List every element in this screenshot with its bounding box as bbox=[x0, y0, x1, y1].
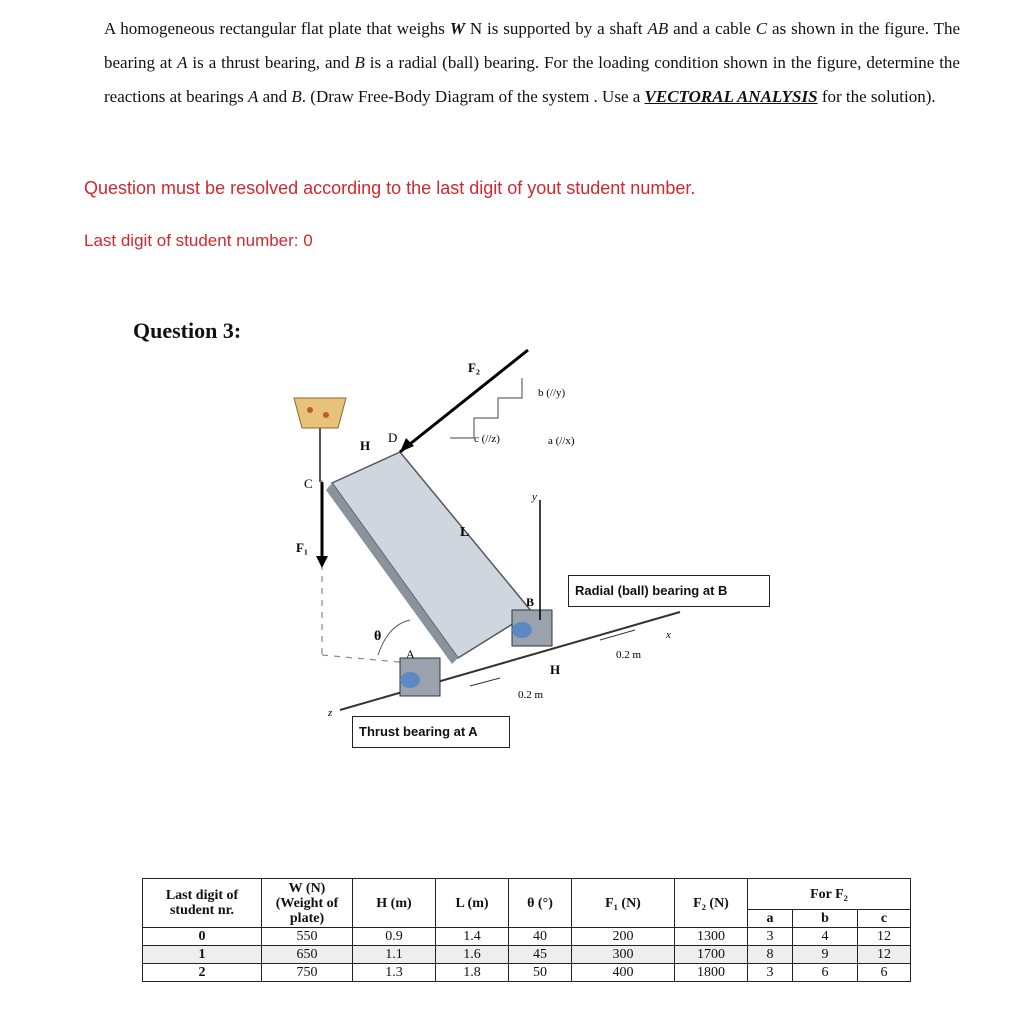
cell-h: 1.1 bbox=[353, 946, 436, 964]
cell-f2: 1800 bbox=[675, 964, 748, 982]
header-h: H (m) bbox=[353, 879, 436, 928]
table-row bbox=[143, 928, 911, 946]
header-theta: θ (°) bbox=[509, 879, 572, 928]
d-label: D bbox=[388, 430, 398, 445]
header-f1: F₁ (N) bbox=[572, 879, 675, 928]
header-f2: F₂ (N) bbox=[675, 879, 748, 928]
a-label: A bbox=[406, 647, 415, 661]
cell-h: 1.3 bbox=[353, 964, 436, 982]
cell-l: 1.4 bbox=[436, 928, 509, 946]
l-label: L bbox=[460, 525, 470, 540]
dist-label-1: 0.2 m bbox=[518, 689, 544, 701]
table-row bbox=[143, 946, 911, 964]
cell-c: 12 bbox=[858, 928, 911, 946]
cell-b: 9 bbox=[793, 946, 858, 964]
cell-l: 1.6 bbox=[436, 946, 509, 964]
header-digit: Last digit of student nr. bbox=[143, 879, 262, 928]
problem-statement: A homogeneous rectangular flat plate that weighs W N is supported by a shaft AB and a cable C as shown in the figure. The bearing at A is a thrust bearing, and B is a radial (ball) bearing. For the loading condition shown in the figure, determine the reactions at bearings A and B. (Draw Free-Body Diagram of the system . Use a VECTORAL ANALYSIS for the solution). bbox=[104, 19, 960, 106]
table-row bbox=[143, 964, 911, 982]
cell-b: 4 bbox=[793, 928, 858, 946]
cell-w: 550 bbox=[262, 928, 353, 946]
dim-arrow-2 bbox=[600, 630, 635, 640]
a-axis-label: a (//x) bbox=[548, 435, 575, 447]
dim-arrow-1 bbox=[470, 678, 500, 686]
shaft-ab bbox=[340, 612, 680, 710]
cell-h: 0.9 bbox=[353, 928, 436, 946]
anchor-dot bbox=[307, 407, 313, 413]
cell-w: 750 bbox=[262, 964, 353, 982]
ground-dashed-line bbox=[322, 655, 410, 663]
cell-b: 6 bbox=[793, 964, 858, 982]
cell-theta: 40 bbox=[509, 928, 572, 946]
vectoral-analysis-emphasis: VECTORAL ANALYSIS bbox=[644, 87, 818, 106]
f2-arrow bbox=[400, 350, 528, 452]
bearing-b-ball bbox=[512, 622, 532, 638]
c-label: C bbox=[304, 476, 313, 491]
b-label: B bbox=[526, 595, 535, 609]
header-for-f2: For F₂ bbox=[748, 879, 911, 910]
figure-svg bbox=[260, 340, 820, 760]
cell-f2: 1300 bbox=[675, 928, 748, 946]
dist-label-2: 0.2 m bbox=[616, 649, 642, 661]
cell-theta: 45 bbox=[509, 946, 572, 964]
thrust-bearing-label: Thrust bearing at A bbox=[352, 716, 510, 748]
cell-f1: 400 bbox=[572, 964, 675, 982]
h-top-label: H bbox=[360, 438, 371, 453]
cell-w: 650 bbox=[262, 946, 353, 964]
y-label: y bbox=[532, 491, 537, 503]
cell-f1: 200 bbox=[572, 928, 675, 946]
cell-l: 1.8 bbox=[436, 964, 509, 982]
cell-f2: 1700 bbox=[675, 946, 748, 964]
f2-components bbox=[450, 378, 522, 438]
cell-digit: 1 bbox=[143, 946, 262, 964]
theta-label: θ bbox=[374, 629, 382, 644]
f2-label: F₂ bbox=[468, 360, 480, 375]
cell-a: 3 bbox=[748, 964, 793, 982]
cell-a: 8 bbox=[748, 946, 793, 964]
question-title: Question 3: bbox=[133, 318, 242, 343]
parameter-table bbox=[142, 878, 911, 982]
problem-figure bbox=[260, 340, 820, 760]
f1-label: F₁ bbox=[296, 540, 308, 555]
cell-f1: 300 bbox=[572, 946, 675, 964]
instruction-line: Question must be resolved according to the last digit of yout student number. bbox=[84, 178, 696, 198]
header-l: L (m) bbox=[436, 879, 509, 928]
cell-c: 6 bbox=[858, 964, 911, 982]
bearing-a-ball bbox=[400, 672, 420, 688]
radial-bearing-label: Radial (ball) bearing at B bbox=[568, 575, 770, 607]
c-axis-label: c (//z) bbox=[474, 433, 500, 445]
header-w: W (N) (Weight of plate) bbox=[262, 879, 353, 928]
header-b: b bbox=[793, 910, 858, 928]
cell-a: 3 bbox=[748, 928, 793, 946]
x-label: x bbox=[666, 629, 671, 641]
cell-digit: 0 bbox=[143, 928, 262, 946]
cell-theta: 50 bbox=[509, 964, 572, 982]
z-label: z bbox=[328, 707, 333, 719]
b-axis-label: b (//y) bbox=[538, 387, 566, 399]
header-a: a bbox=[748, 910, 793, 928]
f1-arrowhead bbox=[316, 556, 328, 568]
anchor-dot bbox=[323, 412, 329, 418]
h-bottom-label: H bbox=[550, 662, 561, 677]
f2-arrowhead bbox=[400, 438, 414, 452]
cell-digit: 2 bbox=[143, 964, 262, 982]
student-digit-line: Last digit of student number: 0 bbox=[84, 231, 313, 250]
header-c: c bbox=[858, 910, 911, 928]
cell-c: 12 bbox=[858, 946, 911, 964]
ceiling-anchor bbox=[294, 398, 346, 428]
